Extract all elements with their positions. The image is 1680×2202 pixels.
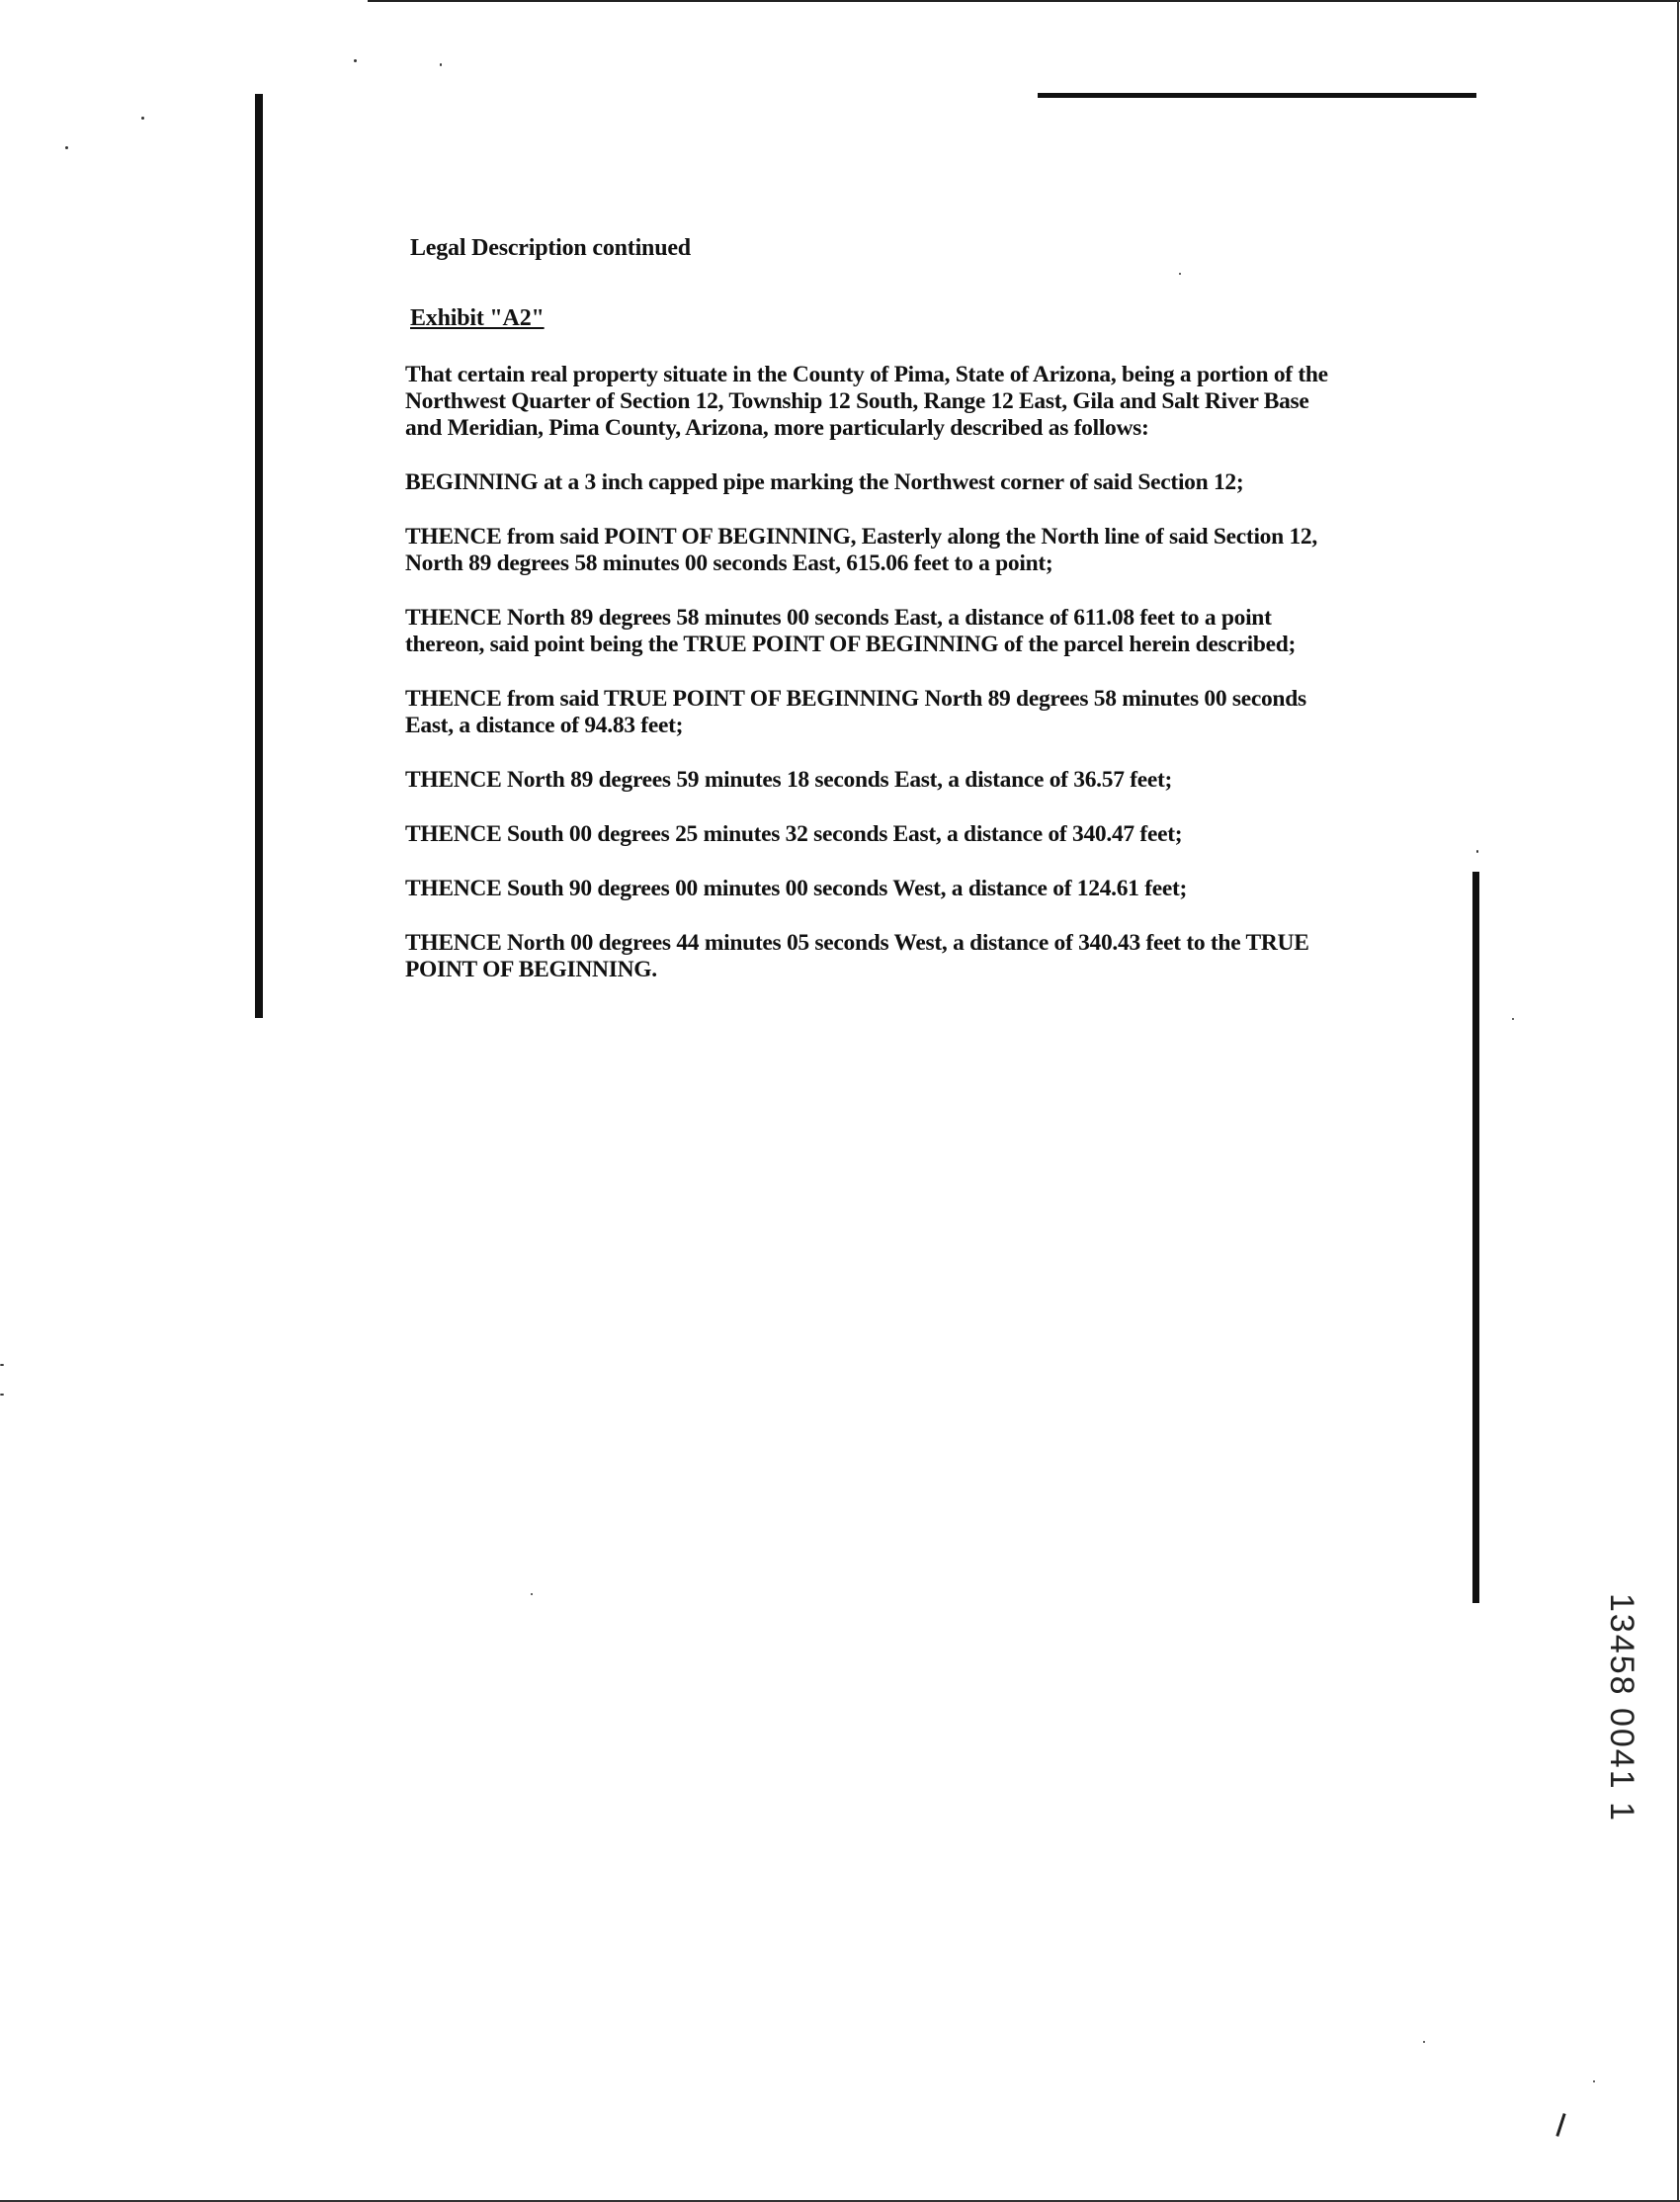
- scan-edge-right: [1677, 0, 1679, 2202]
- paragraph-intro: That certain real property situate in the County of Pima, State of Arizona, being a portion of the Northwest Quarter of Section 12, Township 12 South, Range 12 East, Gila and Salt River Base and Meridian, Pima County, Arizona, more particularly described as follows:: [405, 362, 1328, 441]
- paragraph-course: THENCE South 90 degrees 00 minutes 00 seconds West, a distance of 124.61 feet;: [405, 876, 1188, 901]
- scan-edge-top: [368, 0, 1680, 2]
- paragraph-closing: THENCE North 00 degrees 44 minutes 05 seconds West, a distance of 340.43 feet to the TRUE POINT OF BEGINNING.: [405, 930, 1309, 982]
- document-number-stamp: [1601, 1593, 1650, 1860]
- pen-mark: [1555, 2113, 1565, 2137]
- page-heading: Legal Description continued: [410, 235, 691, 261]
- scan-speck: [1476, 850, 1478, 853]
- scan-speck: [141, 117, 144, 120]
- paragraph-course: THENCE from said POINT OF BEGINNING, Easterly along the North line of said Section 12, North 89 degrees 58 minutes 00 seconds East, 615.06 feet to a point;: [405, 524, 1317, 576]
- scan-speck: [440, 63, 442, 66]
- stamp-number: 13458 0041 1: [1603, 1593, 1640, 1822]
- scan-speck: [1512, 1018, 1514, 1020]
- scan-speck: [1423, 2041, 1425, 2043]
- paragraph-beginning: BEGINNING at a 3 inch capped pipe marking the Northwest corner of said Section 12;: [405, 469, 1244, 495]
- scan-speck: [531, 1593, 533, 1595]
- exhibit-title: Exhibit "A2": [410, 305, 545, 331]
- scan-bar-left: [255, 94, 263, 1018]
- paragraph-course: THENCE North 89 degrees 59 minutes 18 seconds East, a distance of 36.57 feet;: [405, 767, 1173, 793]
- legal-description: [405, 235, 1344, 1011]
- paragraph-course: THENCE South 00 degrees 25 minutes 32 seconds East, a distance of 340.47 feet;: [405, 821, 1183, 847]
- scan-speck: [0, 1364, 4, 1366]
- scan-rule-top: [1038, 93, 1476, 98]
- scan-bar-right: [1472, 872, 1479, 1603]
- scan-speck: [65, 146, 68, 149]
- paragraph-course: THENCE from said TRUE POINT OF BEGINNING North 89 degrees 58 minutes 00 seconds East, a distance of 94.83 feet;: [405, 686, 1306, 738]
- paragraph-course: THENCE North 89 degrees 58 minutes 00 seconds East, a distance of 611.08 feet to a point thereon, said point being the TRUE POINT OF BEGINNING of the parcel herein described;: [405, 605, 1297, 657]
- scan-speck: [0, 1394, 4, 1396]
- scan-speck: [1593, 2080, 1595, 2082]
- scan-speck: [354, 59, 357, 62]
